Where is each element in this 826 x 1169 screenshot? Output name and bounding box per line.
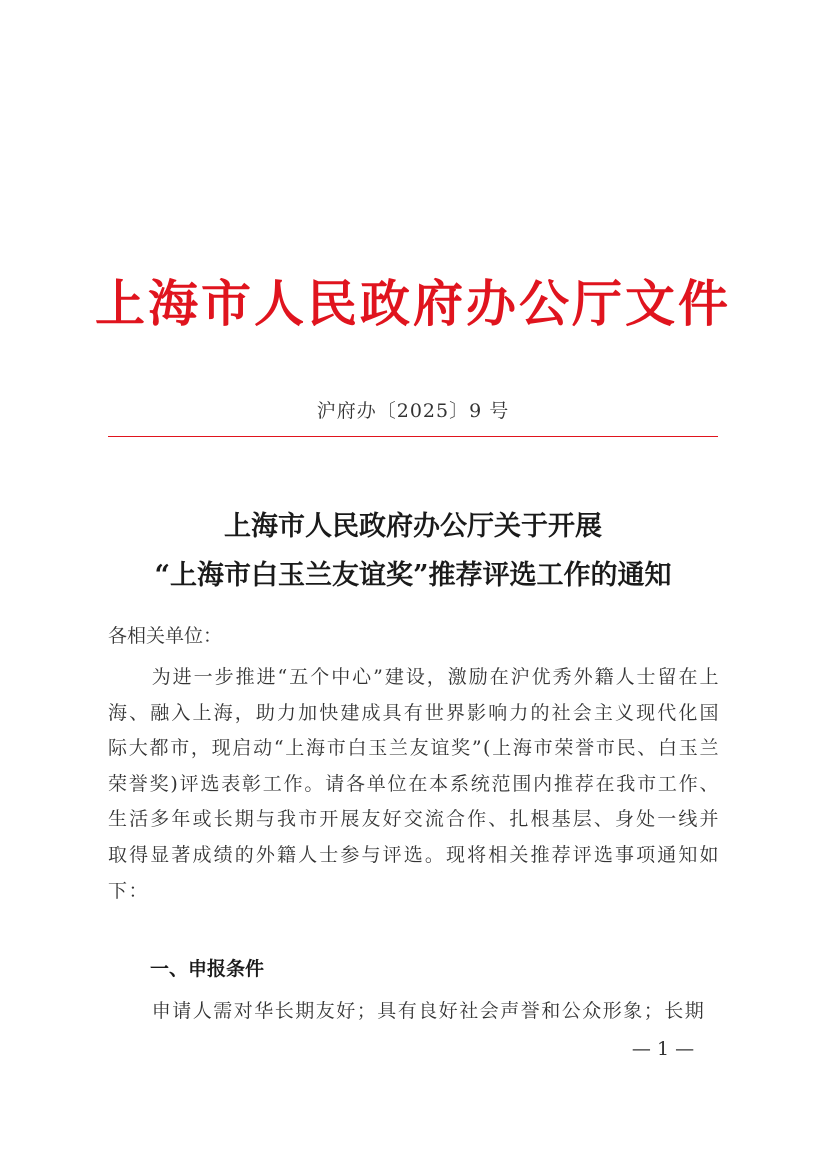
document-title-line1: 上海市人民政府办公厅关于开展 [224, 511, 602, 542]
section-heading-eligibility: 一、申报条件 [150, 958, 265, 980]
salutation: 各相关单位： [108, 625, 223, 647]
page-number: — 1 — [631, 1038, 695, 1060]
intro-paragraph: 为进一步推进“五个中心”建设，激励在沪优秀外籍人士留在上海、融入上海，助力加快建成具有世界影响力的社会主义现代化国际大都市，现启动“上海市白玉兰友谊奖”(上海市荣誉市民、白玉兰荣誉奖)评选表彰工作。请各单位在本系统范围内推荐在我市工作、生活多年或长期与我市开展友好交流合作、扎根基层、身处一线并取得显著成绩的外籍人士参与评选。现将相关推荐评选事项通知如下： [108, 666, 720, 902]
red-divider-line [108, 436, 718, 437]
section-body-eligibility: 申请人需对华长期友好；具有良好社会声誉和公众形象；长期 [151, 1000, 706, 1022]
document-title-line2: “上海市白玉兰友谊奖”推荐评选工作的通知 [154, 560, 672, 591]
document-number: 沪府办〔2025〕9 号 [316, 400, 510, 422]
issuer-masthead: 上海市人民政府办公厅文件 [95, 274, 731, 333]
